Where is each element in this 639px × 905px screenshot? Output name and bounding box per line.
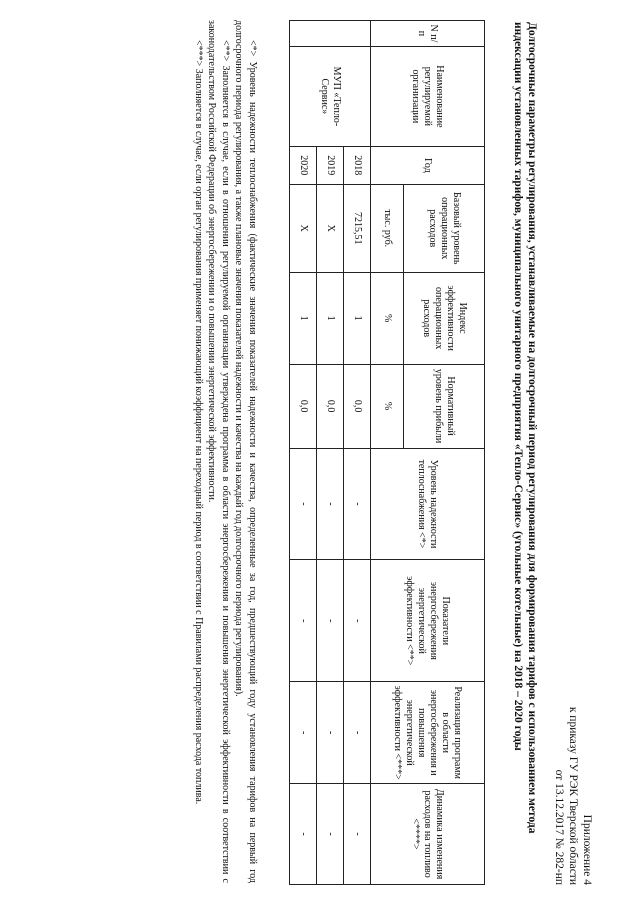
- cell-program: -: [290, 682, 317, 784]
- header-program: Реализация программ в области энергосбережения и повышения энергетической эффективности <***>: [371, 682, 485, 784]
- table-row: [290, 21, 317, 885]
- cell-reliability: -: [290, 448, 317, 560]
- cell-profit: 0,0: [290, 364, 317, 448]
- cell-num: [290, 21, 371, 47]
- cell-year: 2018: [344, 146, 371, 184]
- header-num: N п/п: [371, 21, 485, 47]
- appendix-block: [552, 707, 594, 885]
- parameters-table: [289, 20, 485, 885]
- cell-program: -: [344, 682, 371, 784]
- cell-base: X: [317, 184, 344, 272]
- appendix-line-3: от 13.12.2017 № 282-нп: [553, 769, 565, 885]
- footnote-1: <*> Уровень надежности теплоснабжения (фактические значения показателей надежности и качества, определенные за год, предшествующий году установления тарифов на первый год долгосрочного периода регулирования, а также плановые значения показателей надежности и качества на каждый год долгосрочного периода регулирования).: [233, 20, 258, 883]
- header-index: Индекс эффективности операционных расходов: [404, 272, 485, 364]
- table-row: [317, 21, 344, 885]
- cell-base: 7215,51: [344, 184, 371, 272]
- footnote-2: <**> Заполняется в случае, если в отношении регулируемой организации утверждена программа в области энергосбережения и повышения энергетической эффективности в соответствии с законодательством Российской Федерации об энергосбережении и о повышении энергетической эффективности.: [206, 20, 231, 883]
- footnote-3: <***> Заполняется в случае, если орган регулирования применяет понижающий коэффициент на переходный период в соответствии с Правилами распределения расхода топлива.: [193, 40, 204, 805]
- cell-energy: -: [317, 560, 344, 682]
- footnotes: [192, 20, 260, 883]
- document-title: Долгосрочные параметры регулирования, устанавливаемые на долгосрочный период регулирования для формирования тарифов с использованием метода индексации установленных тарифов, муниципального унитарного предприятия «Тепло-Сервис» (угольные котельные) на 2018 – 2020 годы: [512, 22, 538, 834]
- header-year: Год: [371, 146, 485, 184]
- cell-reliability: -: [344, 448, 371, 560]
- header-reliability: Уровень надежности теплоснабжения <*>: [371, 448, 485, 560]
- header-org: Наименование регулируемой организации: [371, 46, 485, 146]
- cell-year: 2019: [317, 146, 344, 184]
- appendix-line-1: Приложение 4: [581, 814, 593, 885]
- cell-index: 1: [344, 272, 371, 364]
- unit-index: %: [371, 272, 404, 364]
- cell-energy: -: [344, 560, 371, 682]
- cell-org-name: МУП «Тепло-Сервис»: [290, 46, 371, 146]
- cell-base: X: [290, 184, 317, 272]
- appendix-line-2: к приказу ГУ РЭК Тверской области: [567, 706, 579, 885]
- header-energy: Показатели энергосбережения энергетической эффективности <**>: [371, 560, 485, 682]
- header-base: Базовый уровень операционных расходов: [404, 184, 485, 272]
- table-row: [344, 21, 371, 885]
- cell-index: 1: [317, 272, 344, 364]
- cell-energy: -: [290, 560, 317, 682]
- unit-profit: %: [371, 364, 404, 448]
- cell-fuel: -: [317, 784, 344, 885]
- cell-index: 1: [290, 272, 317, 364]
- header-profit: Нормативный уровень прибыли: [404, 364, 485, 448]
- header-fuel: Динамика изменения расходов на топливо <****>: [371, 784, 485, 885]
- cell-year: 2020: [290, 146, 317, 184]
- cell-profit: 0,0: [317, 364, 344, 448]
- cell-profit: 0,0: [344, 364, 371, 448]
- cell-program: -: [317, 682, 344, 784]
- cell-reliability: -: [317, 448, 344, 560]
- cell-fuel: -: [290, 784, 317, 885]
- unit-base: тыс. руб.: [371, 184, 404, 272]
- cell-fuel: -: [344, 784, 371, 885]
